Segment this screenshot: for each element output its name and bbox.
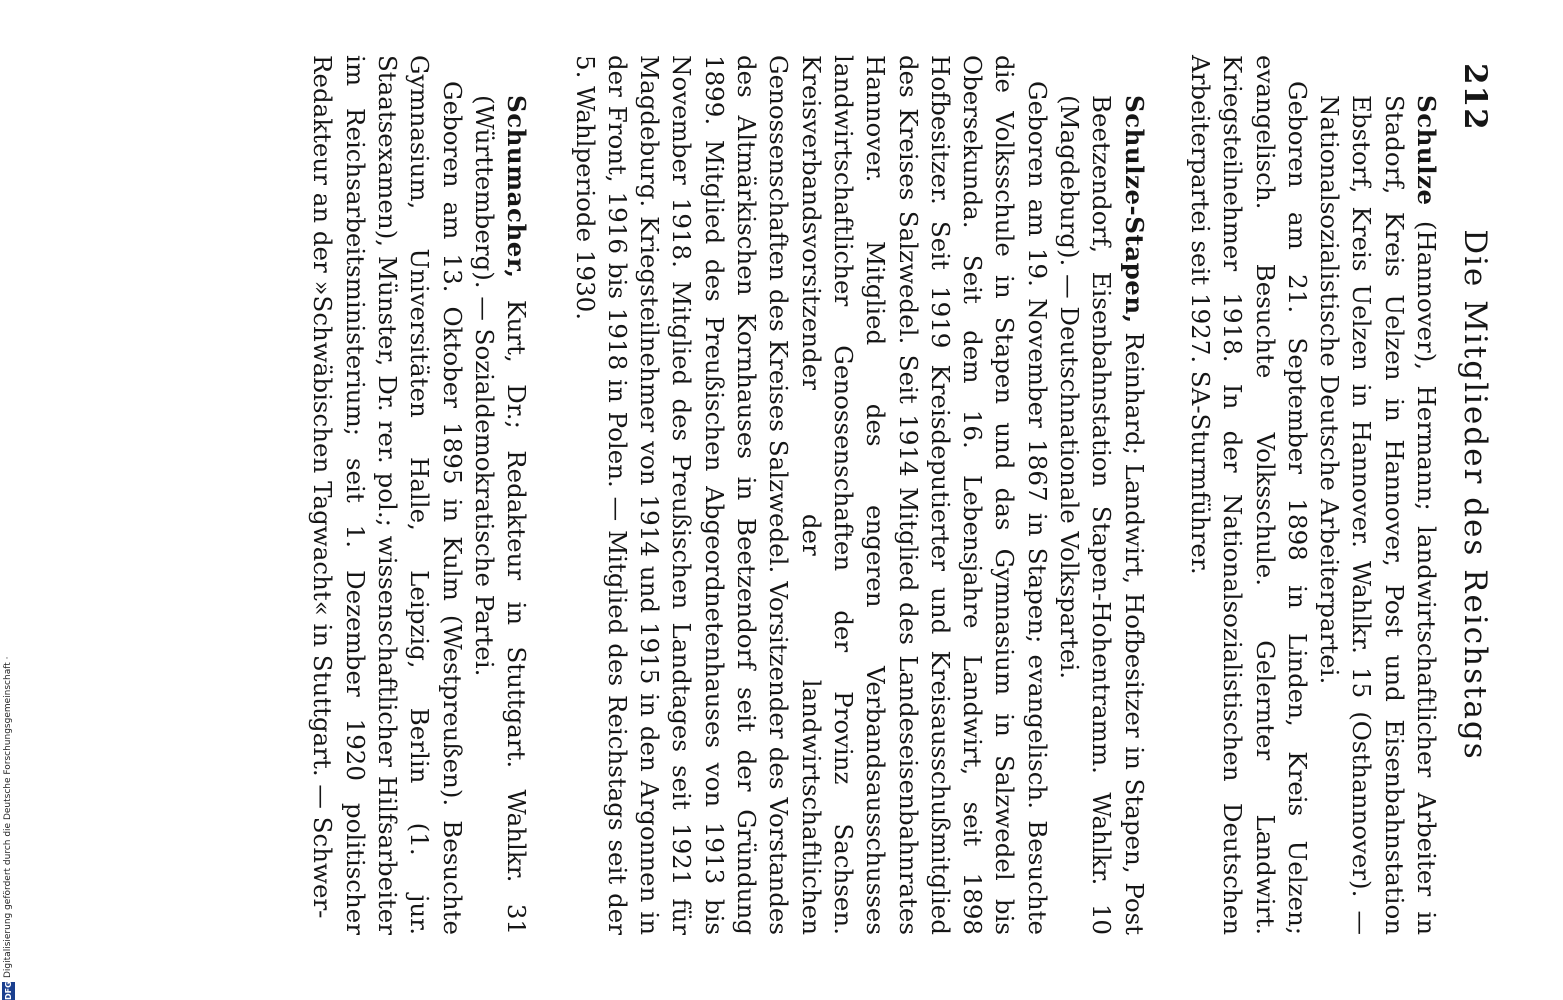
entry-summary: Kurt, Dr.; Redakteur in Stuttgart. Wahlkr. 31 (Württemberg). — Sozialdemokratische Partei.: [469, 95, 532, 935]
entry-biography: Geboren am 19. November 1867 in Stapen; evangelisch. Besuchte die Volksschule in Stapen und das Gymnasium in Salzwedel bis Obersekunda. Seit dem 16. Lebensjahre Landwirt, seit 1898 Hofbesitzer. Seit 1919 Kreisdeputierter und Kreisausschußmitglied des Kreises Salzwedel. Seit 1914 Mitglied des Landeseisenbahnrates Hannover. Mitglied des engeren Verbandsausschusses landwirtschaftlicher Genossenschaften der Provinz Sachsen. Kreisverbandsvorsitzender der landwirtschaftlichen Genossenschaften des Kreises Salzwedel. Vorsitzender des Vorstandes des Altmärkischen Kornhauses in Beetzendorf seit der Gründung 1899. Mitglied des Preußischen Abgeordnetenhauses von 1913 bis November 1918. Mitglied des Preußischen Landtages seit 1921 für Magdeburg. Kriegsteilnehmer von 1914 und 1915 in den Argonnen in der Front, 1916 bis 1918 in Polen. — Mitglied des Reichstags seit der 5. Wahlperiode 1930.: [570, 55, 1052, 935]
entry-schulze: [1184, 55, 1442, 935]
entry-name: Schulze: [1412, 95, 1441, 206]
entry-name: Schulze-Stapen,: [1119, 95, 1149, 324]
running-head: [1447, 55, 1493, 935]
page-body: [306, 55, 1493, 935]
running-title: Die Mitglieder des Reichstags: [1457, 229, 1493, 761]
entry-schumacher: [306, 55, 532, 935]
entry-schulze-stapen: [568, 55, 1149, 935]
entry-heading: [1313, 55, 1442, 935]
page-number: 212: [1457, 63, 1493, 131]
entry-summary: (Hannover), Hermann; landwirtschaftlicher Arbeiter in Stadorf, Kreis Uelzen in Hannover, Post und Eisenbahnstation Ebstorf, Kreis Uelzen in Hannover. Wahlkr. 15 (Osthannover). — Nationalsozialistische Deutsche Arbeiterpartei.: [1315, 95, 1441, 935]
credit-text: Digitalisierung gefördert durch die Deutsche Forschungsgemeinschaft ·: [3, 656, 13, 978]
digitization-credit: [0, 0, 16, 1000]
dfg-logo-icon: DFG: [3, 981, 13, 1000]
entry-biography: Geboren am 13. Oktober 1895 in Kulm (Westpreußen). Besuchte Gymnasium, Universitäten Halle, Leipzig, Berlin (1. jur. Staatsexamen), Münster, Dr. rer. pol.; wissenschaftlicher Hilfsarbeiter im Reichsarbeitsministerium; seit 1. Dezember 1920 politischer Redakteur an der »Schwäbischen Tagwacht« in Stuttgart. — Schwer-: [308, 55, 467, 935]
entry-biography: Geboren am 21. September 1898 in Linden, Kreis Uelzen; evangelisch. Besuchte Volksschule. Gelernter Landwirt. Kriegsteilnehmer 1918. In der Nationalsozialistischen Deutschen Arbeiterpartei seit 1927. SA-Sturmführer.: [1185, 55, 1312, 935]
entry-name: Schumacher,: [502, 95, 532, 279]
entry-summary: Reinhard; Landwirt, Hofbesitzer in Stapen, Post Beetzendorf, Eisenbahnstation Stapen-Hohentramm. Wahlkr. 10 (Magdeburg). — Deutschnationale Volkspartei.: [1055, 95, 1149, 935]
entry-heading: [1053, 55, 1150, 935]
entry-heading: [468, 55, 533, 935]
